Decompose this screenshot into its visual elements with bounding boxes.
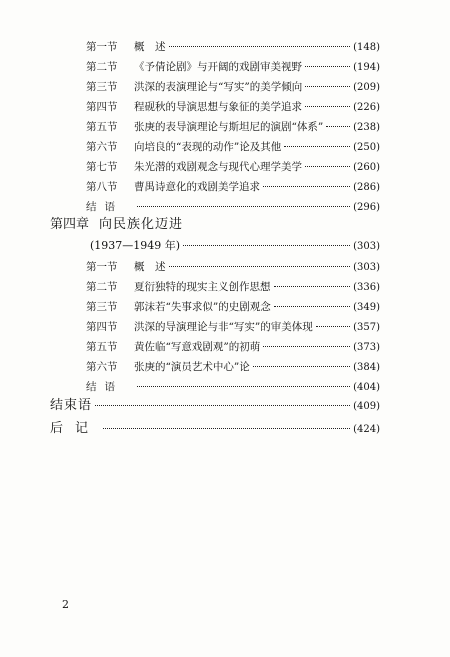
dot-leader: [274, 285, 351, 287]
page-number: (250): [353, 142, 380, 153]
conclusion-title: 结束语: [50, 398, 93, 413]
page-number: (296): [353, 202, 380, 213]
page-number: (226): [353, 102, 380, 113]
section-title: 《予倩论剧》与开阔的戏剧审美视野: [134, 61, 302, 73]
toc-entry-ch4-s5[interactable]: [62, 340, 380, 355]
toc-entry-ch4-s2[interactable]: [62, 280, 380, 295]
chapter-years: (1937—1949 年): [90, 239, 181, 252]
section-title: 概 述: [134, 41, 166, 53]
section-number: 第三节: [86, 301, 118, 313]
page-number: (238): [353, 122, 380, 133]
page-number: (409): [353, 401, 380, 412]
dot-leader: [305, 65, 350, 67]
dot-leader: [95, 404, 350, 406]
toc-entry-ch3-summary[interactable]: [62, 200, 380, 215]
section-title: 郭沫若“失事求似”的史剧观念: [134, 301, 271, 313]
toc-entry-ch3-s7[interactable]: [62, 160, 380, 175]
toc-entry-ch4-s4[interactable]: [62, 320, 380, 335]
page-number: (373): [353, 342, 380, 353]
dot-leader: [263, 345, 350, 347]
toc-entry-ch4-s1[interactable]: [62, 260, 380, 275]
toc-entry-ch4-s3[interactable]: [62, 300, 380, 315]
toc-entry-ch3-s3[interactable]: [62, 80, 380, 95]
dot-leader: [169, 45, 351, 47]
toc-entry-ch3-s6[interactable]: [62, 140, 380, 155]
section-number: 第三节: [86, 81, 118, 93]
section-title: 张庚的表导演理论与斯坦尼的演剧“体系”: [134, 121, 324, 133]
dot-leader: [305, 105, 350, 107]
page-number: (209): [353, 82, 380, 93]
section-number: 第五节: [86, 341, 118, 353]
dot-leader: [274, 305, 350, 307]
dot-leader: [103, 427, 350, 429]
dot-leader: [326, 125, 350, 127]
section-title: 向培良的“表现的动作”论及其他: [134, 141, 282, 153]
toc-entry-ch4-summary[interactable]: [62, 380, 380, 395]
page-number: (404): [353, 382, 380, 393]
dot-leader: [169, 265, 351, 267]
section-title: 洪深的导演理论与非“写实”的审美体现: [134, 321, 313, 333]
page-number: (384): [353, 362, 380, 373]
section-title: 朱光潜的戏剧观念与现代心理学美学: [134, 161, 302, 173]
section-title: 夏衍独特的现实主义创作思想: [134, 281, 271, 293]
dot-leader: [284, 145, 350, 147]
toc-entry-ch4-s6[interactable]: [62, 360, 380, 375]
section-title: 程砚秋的导演思想与象征的美学追求: [134, 101, 302, 113]
toc-entry-ch3-s2[interactable]: [62, 60, 380, 75]
page-number: (148): [353, 42, 380, 53]
folio-page-number: 2: [62, 598, 69, 611]
dot-leader: [137, 385, 350, 387]
toc-entry-ch3-s1[interactable]: [62, 40, 380, 55]
section-number: 第七节: [86, 161, 118, 173]
summary-label: 结语: [86, 381, 123, 393]
section-number: 第八节: [86, 181, 118, 193]
summary-label: 结语: [86, 201, 123, 213]
dot-leader: [183, 244, 350, 246]
section-title: 概 述: [134, 261, 166, 273]
dot-leader: [305, 165, 350, 167]
section-number: 第五节: [86, 121, 118, 133]
dot-leader: [253, 365, 350, 367]
section-number: 第六节: [86, 141, 118, 153]
dot-leader: [305, 85, 350, 87]
section-number: 第四节: [86, 321, 118, 333]
page-number: (286): [353, 182, 380, 193]
page-number: (349): [353, 302, 380, 313]
section-number: 第二节: [86, 281, 118, 293]
toc-entry-ch3-s5[interactable]: [62, 120, 380, 135]
toc-entry-ch3-s8[interactable]: [62, 180, 380, 195]
toc-entry-conclusion[interactable]: [50, 399, 380, 414]
page-number: (357): [353, 322, 380, 333]
section-number: 第一节: [86, 41, 118, 53]
dot-leader: [316, 325, 350, 327]
section-title: 曹禺诗意化的戏剧美学追求: [134, 181, 260, 193]
section-title: 黄佐临“写意戏剧观”的初萌: [134, 341, 261, 353]
toc-chapter-4-years[interactable]: [50, 239, 380, 254]
postscript-title: 后记: [50, 421, 101, 436]
page-number: (303): [353, 241, 380, 252]
toc-chapter-4-heading[interactable]: [50, 218, 380, 232]
section-title: 洪深的表演理论与“写实”的美学倾向: [134, 81, 303, 93]
page-number: (336): [353, 282, 380, 293]
section-number: 第一节: [86, 261, 118, 273]
chapter-number: 第四章: [50, 217, 90, 232]
toc-entry-ch3-s4[interactable]: [62, 100, 380, 115]
page-number: (260): [353, 162, 380, 173]
page-number: (194): [353, 62, 380, 73]
dot-leader: [137, 205, 350, 207]
page-number: (303): [353, 262, 380, 273]
section-number: 第二节: [86, 61, 118, 73]
section-title: 张庚的“演员艺术中心”论: [134, 361, 250, 373]
dot-leader: [263, 185, 350, 187]
section-number: 第四节: [86, 101, 118, 113]
chapter-title: 向民族化迈进: [99, 217, 184, 232]
section-number: 第六节: [86, 361, 118, 373]
toc-entry-postscript[interactable]: [50, 422, 380, 437]
page-number: (424): [353, 424, 380, 435]
